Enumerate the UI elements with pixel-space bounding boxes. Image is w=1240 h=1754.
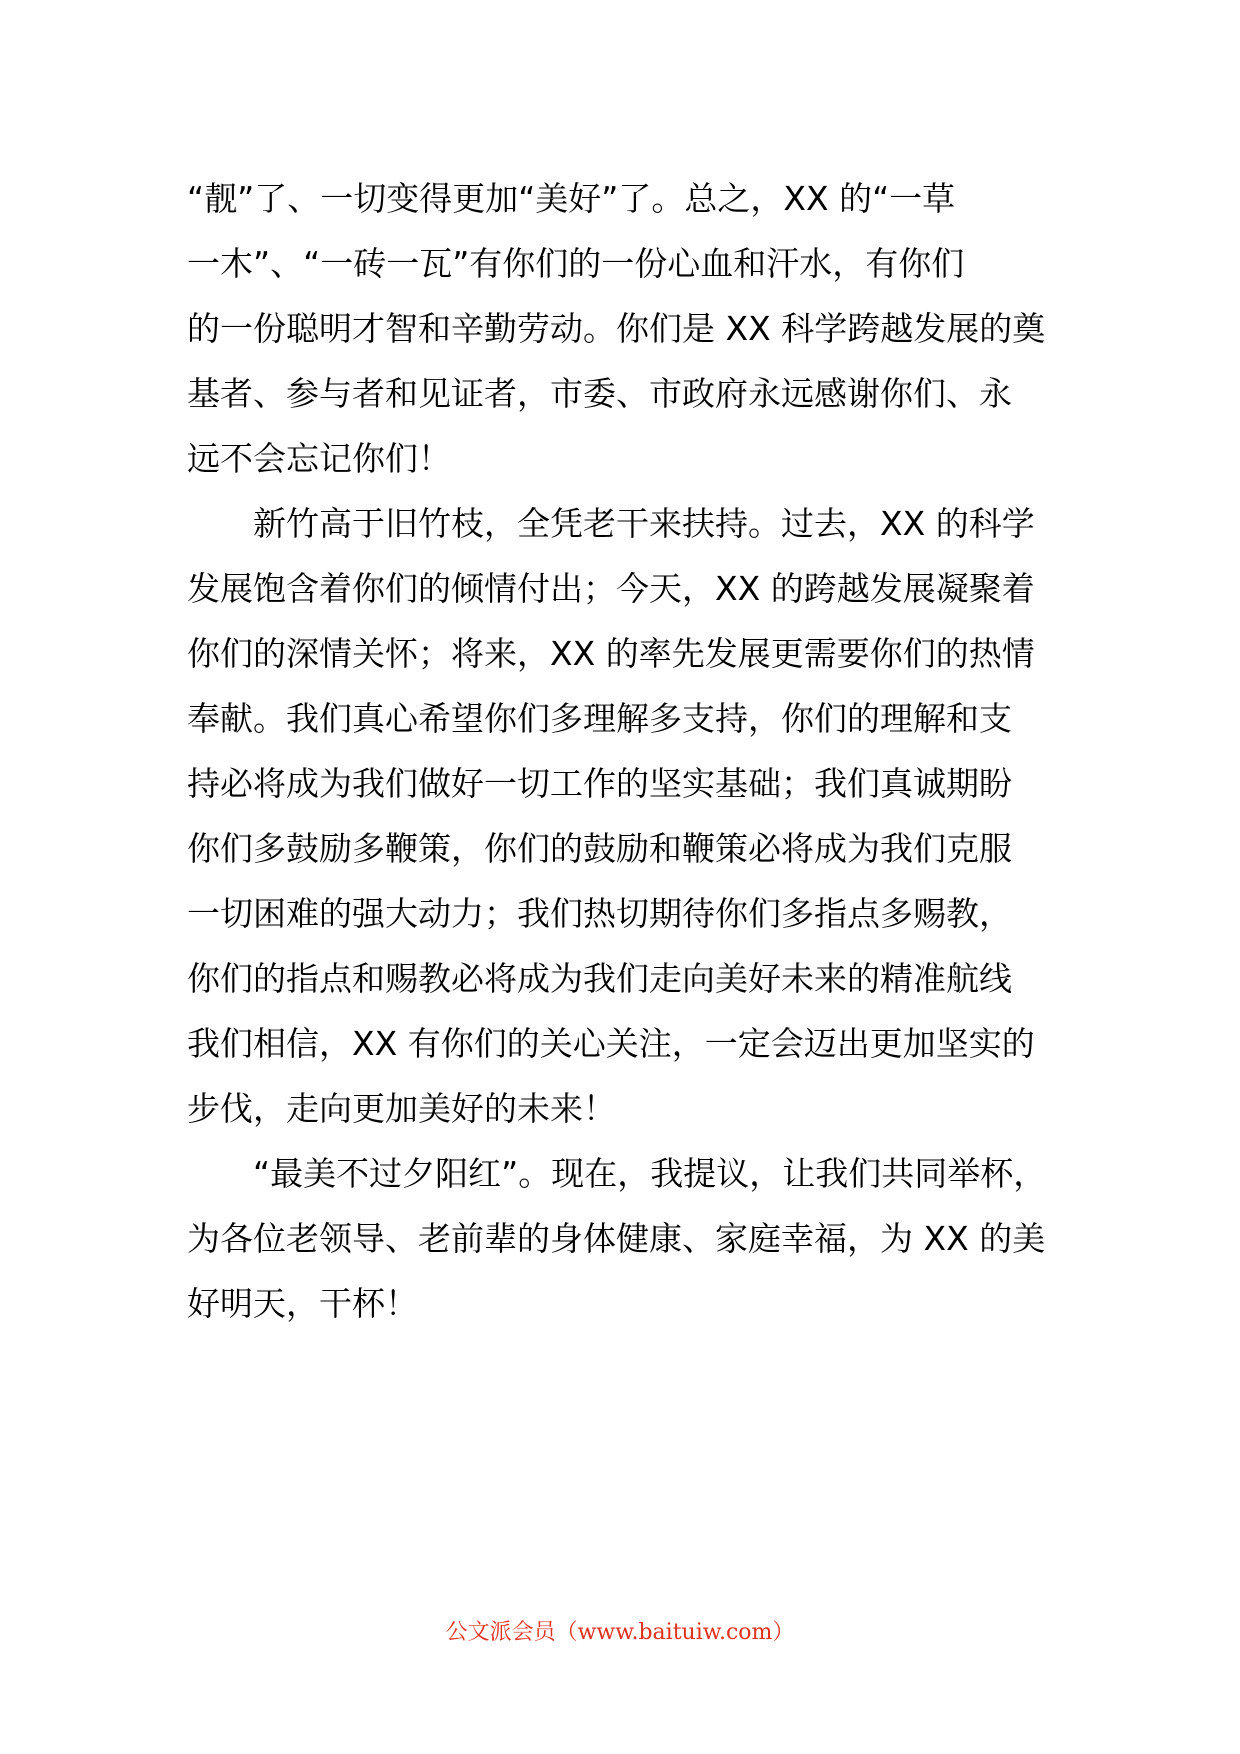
- footer-watermark: 公文派会员（www.baituiw.com）: [445, 1620, 795, 1645]
- text-line: 你们多鼓励多鞭策，你们的鼓励和鞭策必将成为我们克服: [187, 829, 1012, 868]
- text-line: 持必将成为我们做好一切工作的坚实基础；我们真诚期盼: [187, 764, 1012, 803]
- paragraph-first-line: 新竹高于旧竹枝，全凭老干来扶持。过去，XX 的科学: [253, 504, 1035, 543]
- text-line: 奉献。我们真心希望你们多理解多支持，你们的理解和支: [187, 699, 1012, 738]
- text-line: 的一份聪明才智和辛勤劳动。你们是 XX 科学跨越发展的奠: [187, 309, 1046, 348]
- text-line: 为各位老领导、老前辈的身体健康、家庭幸福，为 XX 的美: [187, 1219, 1046, 1258]
- text-line: 我们相信，XX 有你们的关心关注，一定会迈出更加坚实的: [187, 1024, 1035, 1063]
- text-line: 远不会忘记你们！: [187, 439, 451, 478]
- text-line: “靓”了、一切变得更加“美好”了。总之，XX 的“一草: [187, 179, 956, 218]
- document-body: [187, 166, 1087, 1336]
- paragraph-first-line: “最美不过夕阳红”。现在，我提议，让我们共同举杯，: [253, 1154, 1047, 1193]
- text-line: 基者、参与者和见证者，市委、市政府永远感谢你们、永: [187, 374, 1012, 413]
- text-line: 发展饱含着你们的倾情付出；今天，XX 的跨越发展凝聚着: [187, 569, 1035, 608]
- text-line: 你们的指点和赐教必将成为我们走向美好未来的精准航线: [187, 959, 1012, 998]
- text-line: 一木”、“一砖一瓦”有你们的一份心血和汗水，有你们: [187, 244, 965, 283]
- text-line: 步伐，走向更加美好的未来！: [187, 1089, 616, 1128]
- text-line: 一切困难的强大动力；我们热切期待你们多指点多赐教，: [187, 894, 1012, 933]
- text-line: 你们的深情关怀；将来，XX 的率先发展更需要你们的热情: [187, 634, 1035, 673]
- text-line: 好明天，干杯！: [187, 1284, 418, 1323]
